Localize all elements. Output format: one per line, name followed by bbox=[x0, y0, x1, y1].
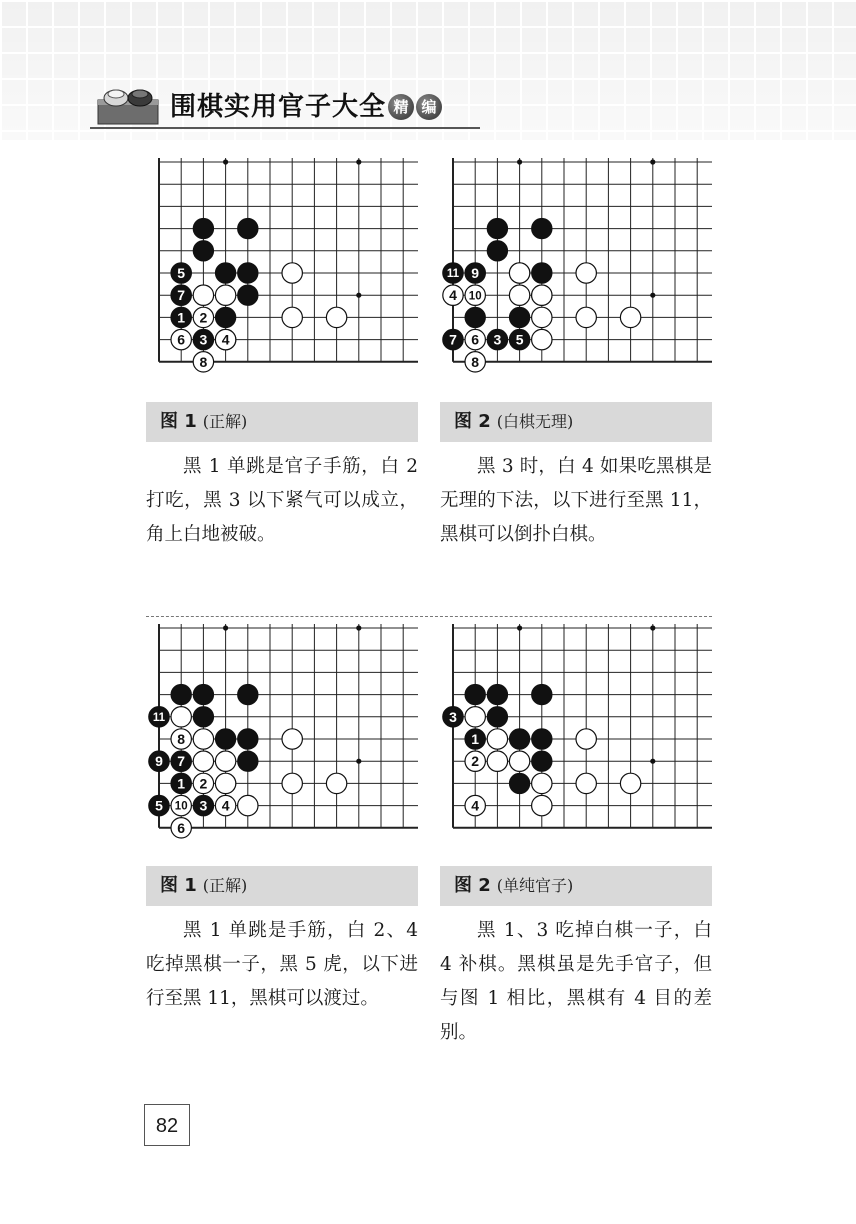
go-board-diagram-2 bbox=[440, 158, 712, 380]
move-number: 1 bbox=[177, 775, 186, 792]
move-number: 2 bbox=[199, 309, 208, 326]
star-point bbox=[356, 159, 361, 164]
go-board-svg bbox=[440, 158, 712, 380]
black-stone bbox=[215, 263, 235, 283]
white-stone bbox=[193, 751, 213, 771]
white-stone bbox=[509, 751, 529, 771]
go-board-diagram-4 bbox=[440, 624, 712, 846]
figure-subtitle: (正解) bbox=[202, 876, 248, 895]
figure-description-4: 黑 1、3 吃掉白棋一子，白 4 补棋。黑棋虽是先手官子，但与图 1 相比，黑棋有 4 目的差别。 bbox=[440, 920, 712, 1043]
figure-label: 图 1 bbox=[160, 411, 197, 432]
white-stone bbox=[487, 751, 507, 771]
black-stone bbox=[509, 729, 529, 749]
star-point bbox=[650, 759, 655, 764]
move-number: 2 bbox=[199, 775, 208, 792]
black-stone bbox=[487, 218, 507, 238]
figure-description-1: 黑 1 单跳是官子手筋，白 2 打吃，黑 3 以下紧气可以成立，角上白地被破。 bbox=[146, 456, 418, 545]
move-number: 5 bbox=[177, 265, 186, 282]
move-number: 8 bbox=[471, 353, 480, 370]
star-point bbox=[650, 159, 655, 164]
black-stone bbox=[215, 307, 235, 327]
figure-label: 图 2 bbox=[454, 411, 491, 432]
move-number: 6 bbox=[471, 331, 480, 348]
go-bowl-logo-icon bbox=[94, 82, 160, 126]
black-stone bbox=[193, 218, 213, 238]
black-stone bbox=[238, 218, 258, 238]
white-stone bbox=[576, 307, 596, 327]
white-stone bbox=[282, 773, 302, 793]
move-number: 3 bbox=[199, 331, 208, 348]
go-board-svg bbox=[146, 624, 418, 846]
white-stone bbox=[576, 773, 596, 793]
move-number: 4 bbox=[221, 797, 230, 814]
figure-description-2: 黑 3 时，白 4 如果吃黑棋是无理的下法，以下进行至黑 11，黑棋可以倒扑白棋。 bbox=[440, 456, 712, 545]
badge-bian: 编 bbox=[416, 94, 442, 120]
white-stone bbox=[509, 285, 529, 305]
figure-subtitle: (单纯官子) bbox=[496, 876, 574, 895]
move-number: 8 bbox=[199, 353, 208, 370]
section-divider bbox=[146, 616, 712, 617]
black-stone bbox=[238, 684, 258, 704]
black-stone bbox=[238, 263, 258, 283]
black-stone bbox=[193, 684, 213, 704]
book-title bbox=[170, 86, 442, 123]
white-stone bbox=[620, 307, 640, 327]
go-board-svg bbox=[146, 158, 418, 380]
black-stone bbox=[193, 241, 213, 261]
move-number: 7 bbox=[177, 287, 186, 304]
figure-caption-4 bbox=[440, 866, 712, 906]
book-header bbox=[90, 80, 510, 130]
move-number: 4 bbox=[221, 331, 230, 348]
move-number: 7 bbox=[449, 331, 457, 348]
black-stone bbox=[487, 241, 507, 261]
go-board-svg bbox=[440, 624, 712, 846]
white-stone bbox=[171, 707, 191, 727]
move-number: 5 bbox=[515, 331, 524, 348]
move-number: 7 bbox=[177, 753, 186, 770]
star-point bbox=[356, 759, 361, 764]
move-number: 3 bbox=[199, 797, 208, 814]
black-stone bbox=[509, 307, 529, 327]
black-stone bbox=[532, 729, 552, 749]
figure-caption-3 bbox=[146, 866, 418, 906]
star-point bbox=[356, 293, 361, 298]
figure-subtitle: (白棋无理) bbox=[496, 412, 574, 431]
white-stone bbox=[465, 707, 485, 727]
black-stone bbox=[532, 218, 552, 238]
black-stone bbox=[487, 707, 507, 727]
figure-label: 图 1 bbox=[160, 875, 197, 896]
move-number: 1 bbox=[471, 731, 480, 748]
figure-label: 图 2 bbox=[454, 875, 491, 896]
move-number: 9 bbox=[155, 753, 163, 770]
star-point bbox=[223, 159, 228, 164]
figure-description-3: 黑 1 单跳是手筋，白 2、4 吃掉黑棋一子，黑 5 虎，以下进行至黑 11，黑棋可以渡过。 bbox=[146, 920, 418, 1009]
move-number: 3 bbox=[493, 331, 502, 348]
black-stone bbox=[465, 684, 485, 704]
page-number: 82 bbox=[144, 1104, 190, 1146]
star-point bbox=[356, 625, 361, 630]
star-point bbox=[517, 625, 522, 630]
white-stone bbox=[576, 729, 596, 749]
go-board-diagram-3 bbox=[146, 624, 418, 846]
black-stone bbox=[238, 285, 258, 305]
move-number: 6 bbox=[177, 819, 186, 836]
move-number: 4 bbox=[471, 797, 480, 814]
white-stone bbox=[532, 307, 552, 327]
black-stone bbox=[171, 684, 191, 704]
black-stone bbox=[193, 707, 213, 727]
move-number: 11 bbox=[446, 268, 460, 281]
white-stone bbox=[532, 773, 552, 793]
white-stone bbox=[215, 751, 235, 771]
star-point bbox=[650, 625, 655, 630]
black-stone bbox=[215, 729, 235, 749]
white-stone bbox=[509, 263, 529, 283]
move-number: 8 bbox=[177, 731, 186, 748]
black-stone bbox=[238, 729, 258, 749]
black-stone bbox=[532, 263, 552, 283]
star-point bbox=[650, 293, 655, 298]
white-stone bbox=[193, 729, 213, 749]
black-stone bbox=[532, 684, 552, 704]
badge-jing: 精 bbox=[388, 94, 414, 120]
black-stone bbox=[465, 307, 485, 327]
black-stone bbox=[509, 773, 529, 793]
white-stone bbox=[326, 307, 346, 327]
white-stone bbox=[215, 285, 235, 305]
white-stone bbox=[215, 773, 235, 793]
white-stone bbox=[532, 795, 552, 815]
black-stone bbox=[238, 751, 258, 771]
move-number: 10 bbox=[468, 290, 482, 303]
move-number: 9 bbox=[471, 265, 480, 282]
white-stone bbox=[282, 307, 302, 327]
book-title-text: 围棋实用官子大全 bbox=[170, 92, 387, 122]
white-stone bbox=[238, 795, 258, 815]
move-number: 5 bbox=[155, 797, 163, 814]
white-stone bbox=[620, 773, 640, 793]
white-stone bbox=[576, 263, 596, 283]
white-stone bbox=[282, 729, 302, 749]
white-stone bbox=[487, 729, 507, 749]
move-number: 6 bbox=[177, 331, 186, 348]
move-number: 11 bbox=[152, 711, 166, 724]
white-stone bbox=[532, 285, 552, 305]
white-stone bbox=[193, 285, 213, 305]
black-stone bbox=[532, 751, 552, 771]
move-number: 4 bbox=[449, 287, 457, 304]
white-stone bbox=[532, 329, 552, 349]
black-stone bbox=[487, 684, 507, 704]
go-board-diagram-1 bbox=[146, 158, 418, 380]
star-point bbox=[223, 625, 228, 630]
star-point bbox=[517, 159, 522, 164]
figure-caption-1 bbox=[146, 402, 418, 442]
move-number: 3 bbox=[449, 708, 457, 725]
move-number: 2 bbox=[471, 753, 480, 770]
figure-subtitle: (正解) bbox=[202, 412, 248, 431]
move-number: 10 bbox=[174, 800, 188, 813]
white-stone bbox=[326, 773, 346, 793]
white-stone bbox=[282, 263, 302, 283]
move-number: 1 bbox=[177, 309, 186, 326]
figure-caption-2 bbox=[440, 402, 712, 442]
